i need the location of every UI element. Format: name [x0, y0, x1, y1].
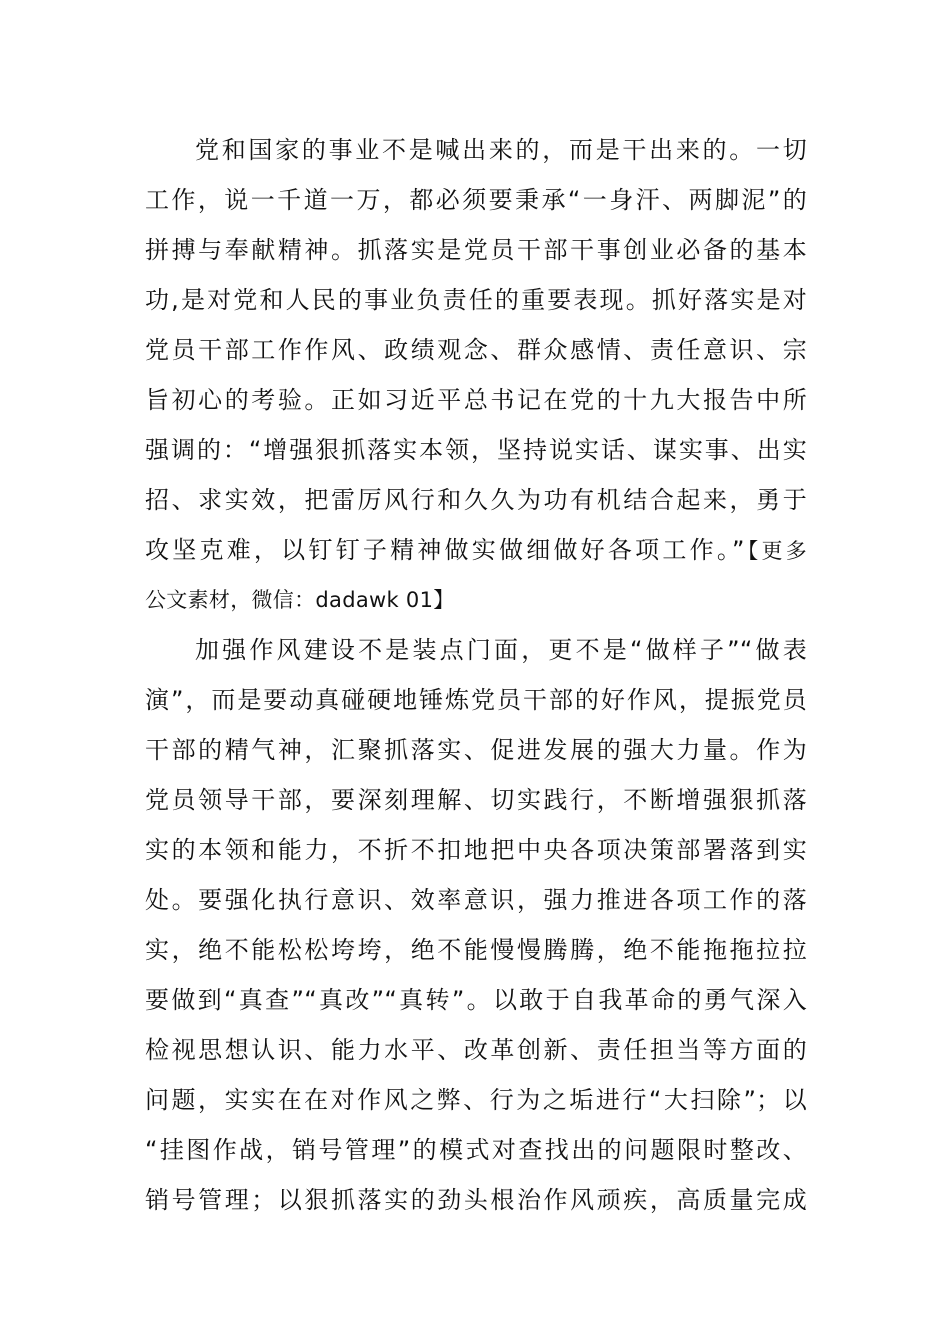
paragraph-1-line-1: 党和国家的事业不是喊出来的，而是干出来的。一切: [195, 136, 807, 164]
paragraph-1-line-2: 工作，说一千道一万，都必须要秉承“一身汗、两脚泥”的: [145, 186, 807, 214]
paragraph-2-line-11: “挂图作战，销号管理”的模式对查找出的问题限时整改、: [145, 1136, 807, 1164]
document-body: [145, 125, 807, 1225]
promo-note-start: 【更多: [744, 539, 807, 563]
paragraph-2-line-8: 要做到“真查”“真改”“真转”。以敢于自我革命的勇气深入: [145, 986, 807, 1014]
paragraph-1-line-9-text: 攻坚克难，以钉钉子精神做实做细做好各项工作。”: [145, 536, 745, 564]
paragraph-2-line-10: 问题，实实在在对作风之弊、行为之垢进行“大扫除”；以: [145, 1086, 807, 1114]
promo-note-end: 公文素材，微信：dadawk 01】: [145, 588, 455, 612]
paragraph-1-line-3: 拼搏与奉献精神。抓落实是党员干部干事创业必备的基本: [145, 236, 807, 264]
paragraph-2-line-4: 党员领导干部，要深刻理解、切实践行，不断增强狠抓落: [145, 786, 807, 814]
paragraph-2-line-12: 销号管理；以狠抓落实的劲头根治作风顽疾，高质量完成: [145, 1186, 807, 1214]
paragraph-1-line-9: [145, 525, 807, 575]
paragraph-2-line-9: 检视思想认识、能力水平、改革创新、责任担当等方面的: [145, 1036, 807, 1064]
paragraph-1-line-7: 强调的：“增强狠抓落实本领，坚持说实话、谋实事、出实: [145, 436, 807, 464]
paragraph-2-line-6: 处。要强化执行意识、效率意识，强力推进各项工作的落: [145, 886, 807, 914]
paragraph-2-line-7: 实，绝不能松松垮垮，绝不能慢慢腾腾，绝不能拖拖拉拉: [145, 936, 807, 964]
paragraph-2-line-3: 干部的精气神，汇聚抓落实、促进发展的强大力量。作为: [145, 736, 807, 764]
paragraph-1-line-6: 旨初心的考验。正如习近平总书记在党的十九大报告中所: [145, 386, 807, 414]
paragraph-2-line-2: 演”，而是要动真碰硬地锤炼党员干部的好作风，提振党员: [145, 686, 807, 714]
paragraph-2-line-5: 实的本领和能力，不折不扣地把中央各项决策部署落到实: [145, 836, 807, 864]
paragraph-1-line-4: 功,是对党和人民的事业负责任的重要表现。抓好落实是对: [145, 286, 807, 314]
paragraph-1-line-5: 党员干部工作作风、政绩观念、群众感情、责任意识、宗: [145, 336, 807, 364]
paragraph-1-line-8: 招、求实效，把雷厉风行和久久为功有机结合起来，勇于: [145, 486, 807, 514]
paragraph-2-line-1: 加强作风建设不是装点门面，更不是“做样子”“做表: [195, 636, 807, 664]
